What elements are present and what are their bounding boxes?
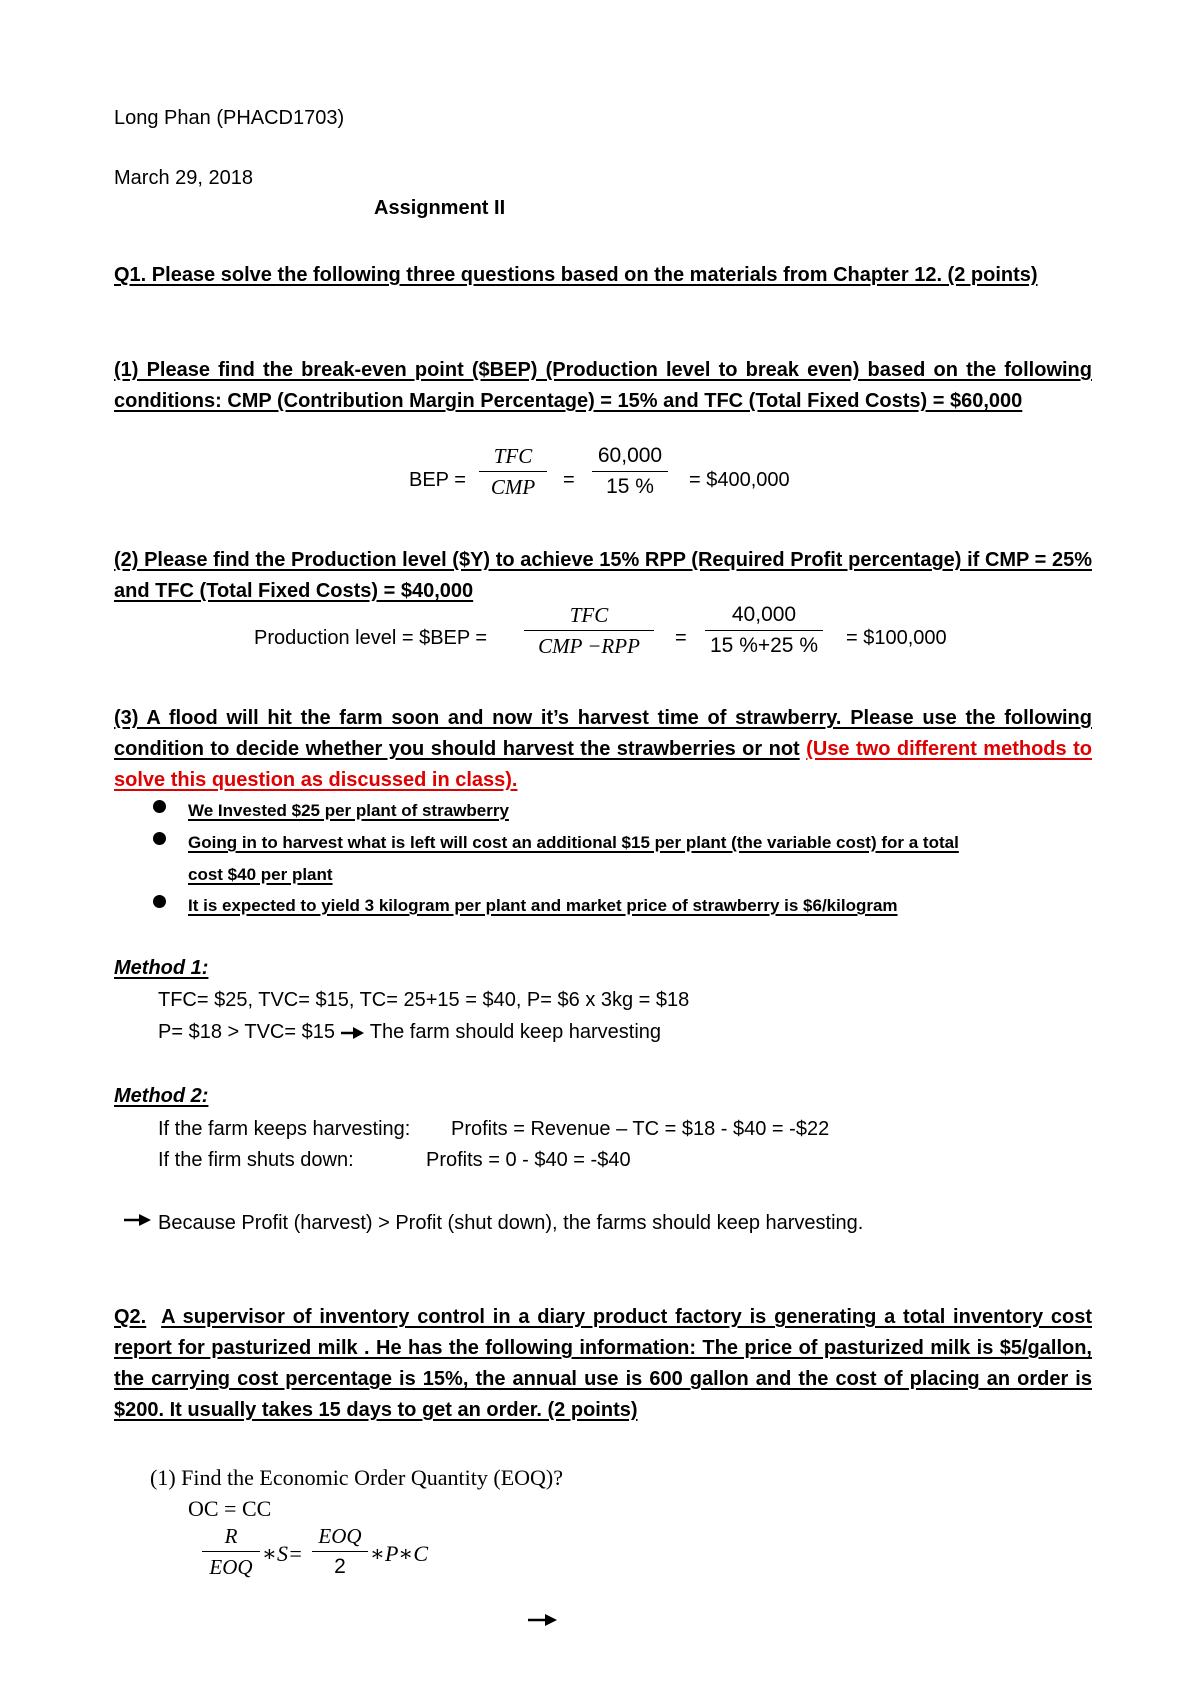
eoq-f1-denominator: EOQ xyxy=(209,1555,253,1579)
production-fraction-numeric xyxy=(705,602,823,659)
bullet-dot-icon xyxy=(153,800,166,813)
date-line: March 29, 2018 xyxy=(114,167,253,189)
prod-frac1-denominator: CMP −RPP xyxy=(538,634,640,658)
bullet-item: Going in to harvest what is left will cost an additional $15 per plant (the variable cost) for a total xyxy=(188,833,959,852)
prod-frac1-numerator: TFC xyxy=(569,603,609,627)
bep-frac2-denominator: 15 % xyxy=(606,475,654,498)
q2-prompt xyxy=(114,1302,1092,1426)
bullet-item: It is expected to yield 3 kilogram per plant and market price of strawberry is $6/kilogram xyxy=(188,896,898,915)
q2-label: Q2. xyxy=(114,1306,147,1328)
eoq-fraction-r xyxy=(202,1523,260,1580)
right-arrow-icon xyxy=(124,1213,152,1227)
bep-result: = $400,000 xyxy=(689,469,790,491)
q2-part1-prompt: (1) Find the Economic Order Quantity (EOQ)? xyxy=(150,1465,563,1490)
eoq-fraction-eoq xyxy=(312,1523,368,1580)
assignment-title: Assignment II xyxy=(374,197,506,219)
production-result: = $100,000 xyxy=(846,627,947,649)
method1-line1: TFC= $25, TVC= $15, TC= 25+15 = $40, P= $6 x 3kg = $18 xyxy=(158,989,690,1011)
method2-line2-label: If the firm shuts down: xyxy=(158,1149,354,1171)
bep-equals: = xyxy=(563,469,575,491)
method1-conclusion: The farm should keep harvesting xyxy=(369,1021,662,1043)
q1-prompt-text: Q1. Please solve the following three questions based on the materials from Chapter 12. (2 points) xyxy=(114,264,1038,286)
author-line: Long Phan (PHACD1703) xyxy=(114,107,345,129)
eoq-f2-numerator: EOQ xyxy=(318,1524,362,1548)
fraction-bar xyxy=(479,471,547,472)
fraction-bar xyxy=(202,1551,260,1552)
method2-line2-value: Profits = 0 - $40 = -$40 xyxy=(426,1149,631,1171)
bep-fraction-numeric xyxy=(592,443,668,500)
method2-line1-value: Profits = Revenue – TC = $18 - $40 = -$22 xyxy=(451,1118,830,1140)
method1-line2 xyxy=(158,1020,661,1044)
production-level-lhs: Production level = $BEP = xyxy=(254,627,488,649)
bep-lhs: BEP = xyxy=(409,469,466,491)
method1-label: Method 1: xyxy=(114,957,209,979)
fraction-bar xyxy=(705,630,823,631)
q1-part3-prompt-text: (3) A flood will hit the farm soon and now it’s harvest time of strawberry. Please use the following condition to decide whether you should harvest the strawberries or not xyxy=(114,707,1092,760)
fraction-bar xyxy=(592,471,668,472)
bep-frac1-numerator: TFC xyxy=(493,444,533,468)
right-arrow-icon xyxy=(528,1613,558,1627)
eoq-f1-numerator: R xyxy=(224,1524,238,1548)
q1-part2-prompt-text: (2) Please find the Production level ($Y) to achieve 15% RPP (Required Profit percentage) if CMP = 25% and TFC (Total Fixed Costs) = $40,000 xyxy=(114,549,1092,602)
q1-part1-prompt-text: (1) Please find the break-even point ($BEP) (Production level to break even) based on the following conditions: CMP (Contribution Margin Percentage) = 15% and TFC (Total Fixed Costs) = $60,000 xyxy=(114,359,1092,412)
bep-frac1-denominator: CMP xyxy=(490,475,536,499)
eoq-mid: ∗S= xyxy=(262,1541,303,1566)
bullet-dot-icon xyxy=(153,895,166,908)
prod-frac2-denominator: 15 %+25 % xyxy=(710,634,818,657)
eoq-equation-oc-cc: OC = CC xyxy=(188,1496,272,1521)
bep-fraction-symbolic xyxy=(479,443,547,500)
q1-part3-instruction-red: (Use two different methods to solve this question as discussed in class). xyxy=(114,738,1092,791)
method2-conclusion: Because Profit (harvest) > Profit (shut down), the farms should keep harvesting. xyxy=(158,1212,864,1234)
q1-part1-prompt xyxy=(114,355,1092,417)
production-fraction-symbolic xyxy=(524,602,654,659)
method2-line1-label: If the farm keeps harvesting: xyxy=(158,1118,411,1140)
q2-prompt-text: A supervisor of inventory control in a diary product factory is generating a total inventory cost report for pasturized milk . He has the following information: The price of pasturized milk is $5/gallon, the carrying cost percentage is 15%, the annual use is 600 gallon and the cost of placing an order is $200. It usually takes 15 days to get an order. (2 points) xyxy=(114,1306,1092,1421)
right-arrow-icon xyxy=(341,1026,365,1040)
eoq-f2-denominator: 2 xyxy=(334,1555,346,1578)
method1-comparison: P= $18 > TVC= $15 xyxy=(158,1021,341,1043)
method2-label: Method 2: xyxy=(114,1085,209,1107)
bullet-item-continued: cost $40 per plant xyxy=(188,865,333,884)
q1-prompt xyxy=(114,260,1092,291)
production-equals: = xyxy=(675,627,687,649)
fraction-bar xyxy=(524,630,654,631)
bep-frac2-numerator: 60,000 xyxy=(597,444,663,467)
q1-part2-prompt xyxy=(114,545,1092,607)
fraction-bar xyxy=(312,1551,368,1552)
prod-frac2-numerator: 40,000 xyxy=(731,603,797,626)
bullet-dot-icon xyxy=(153,832,166,845)
bullet-item: We Invested $25 per plant of strawberry xyxy=(188,801,509,820)
eoq-tail: ∗P∗C xyxy=(370,1541,429,1566)
q1-part3-prompt xyxy=(114,703,1092,796)
